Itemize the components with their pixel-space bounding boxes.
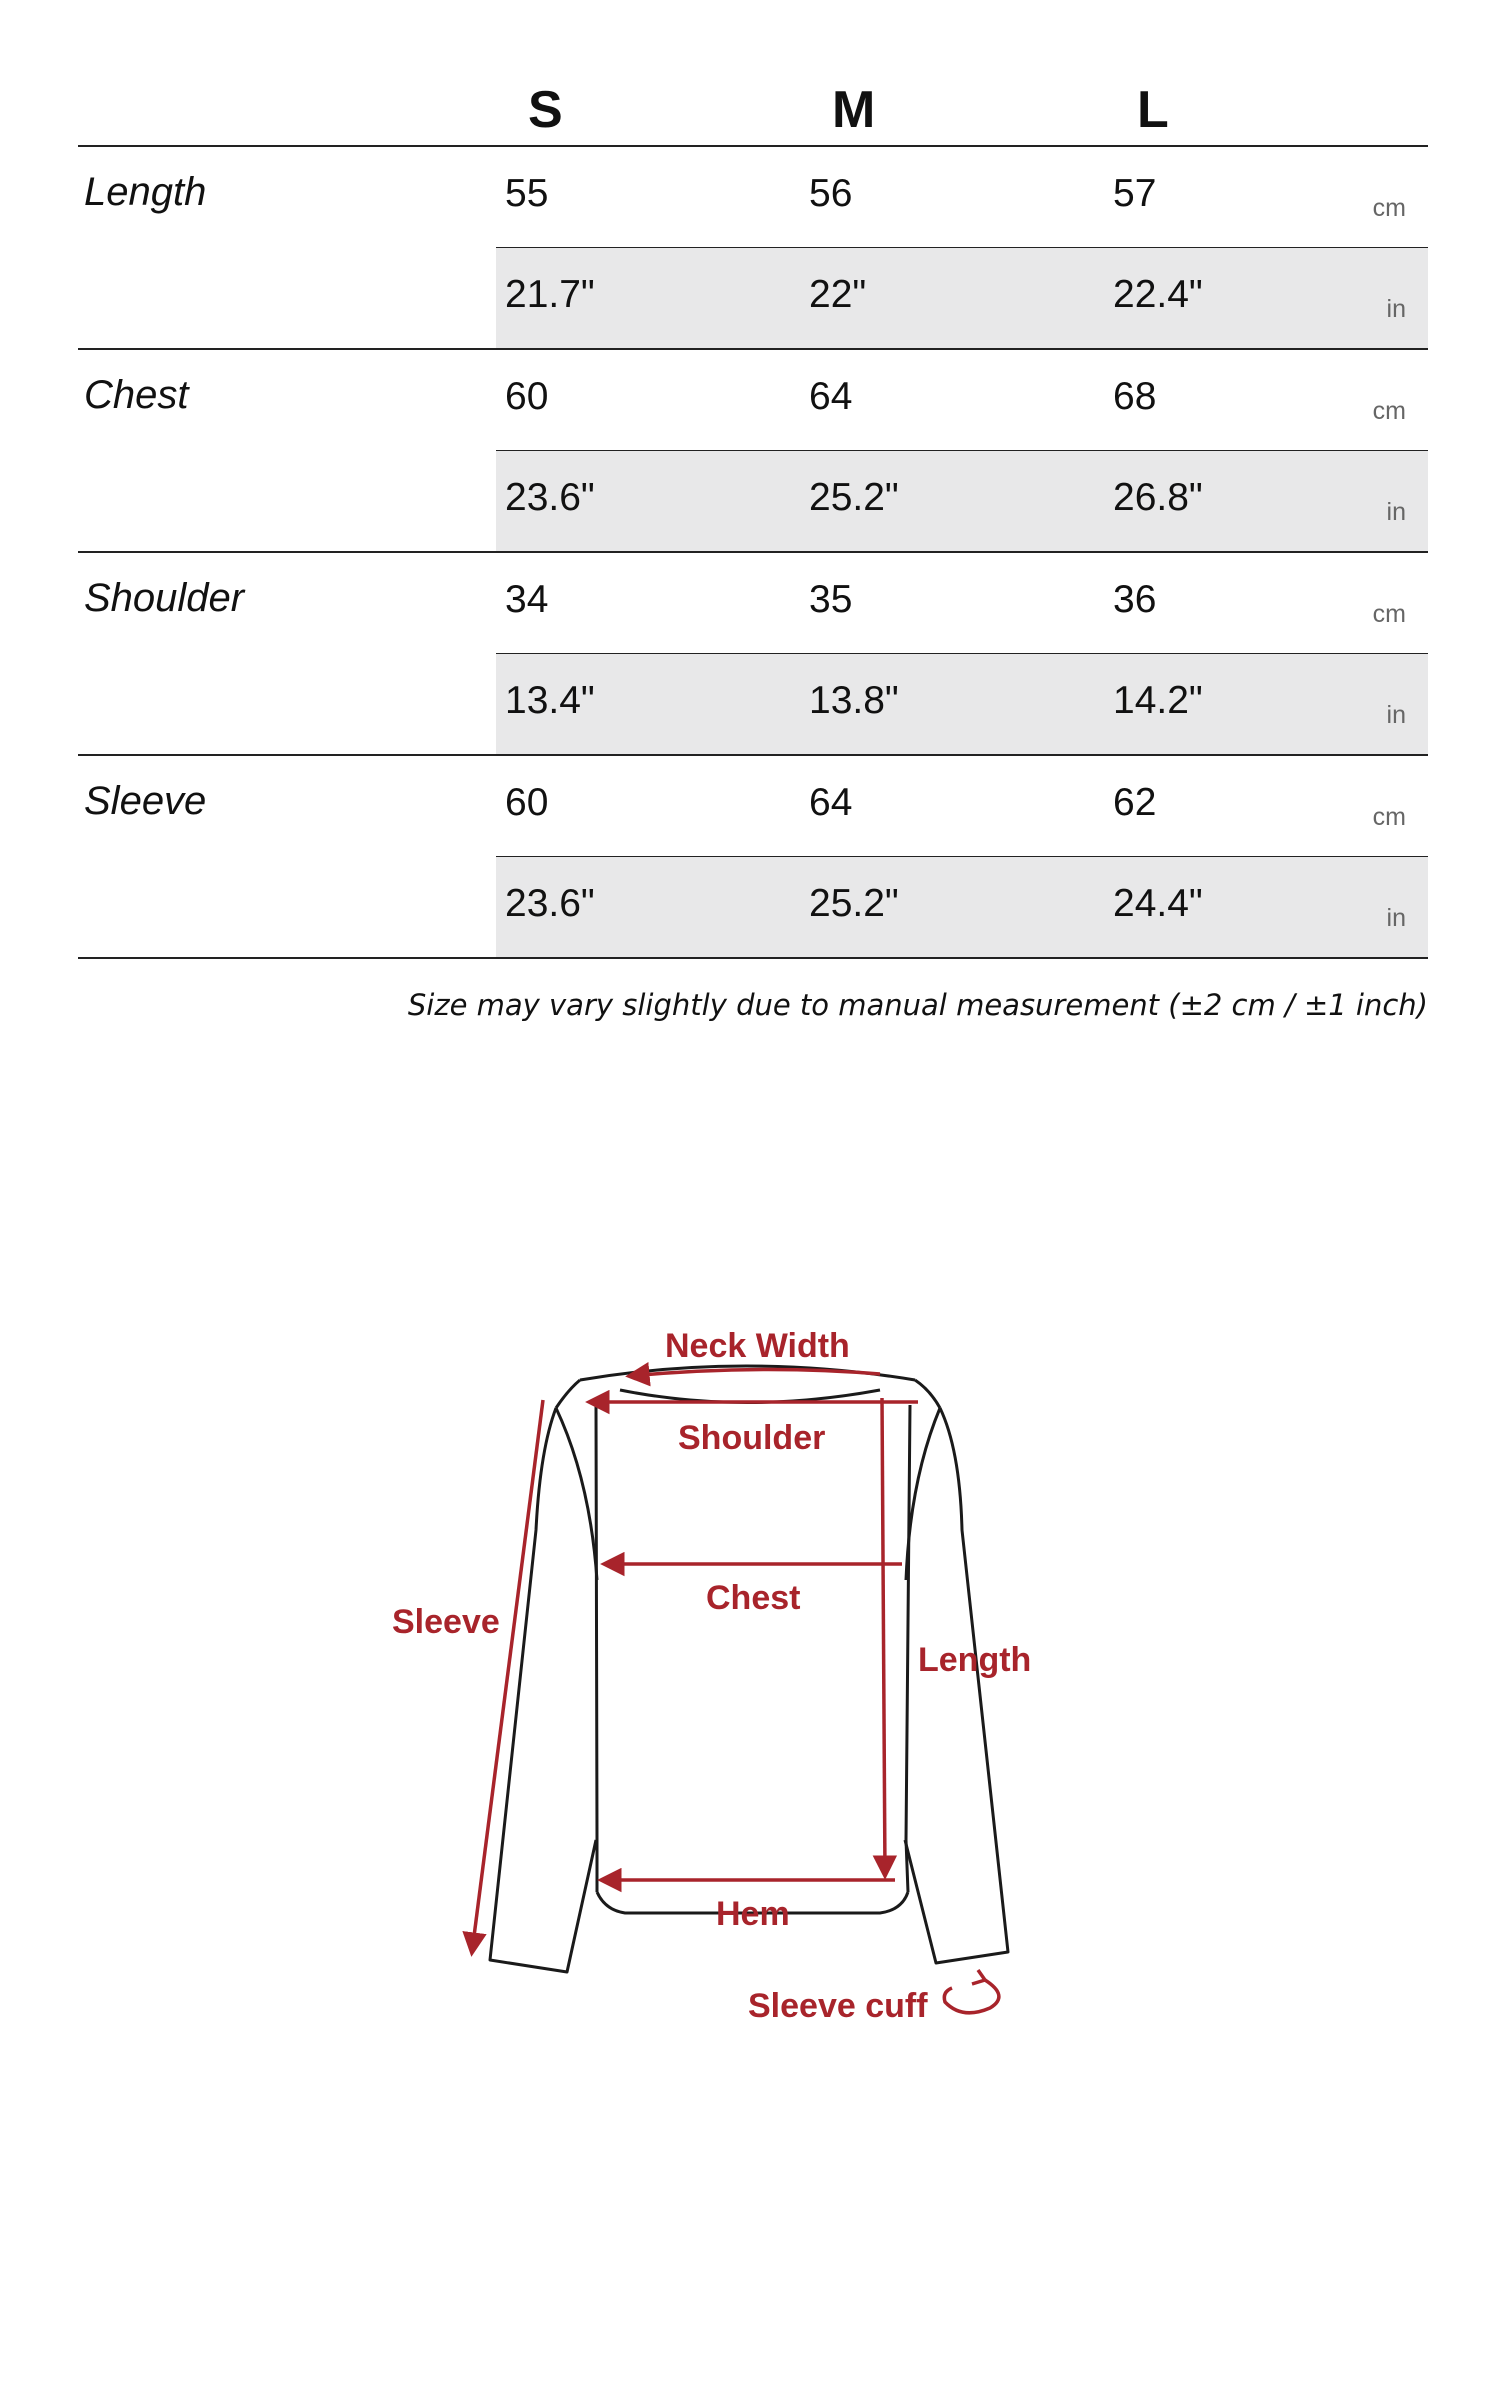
value-cell: 13.8" [809, 679, 899, 722]
measure-group-sleeve [78, 756, 1428, 959]
size-header-s: S [528, 81, 563, 139]
value-cell: 21.7" [505, 273, 595, 316]
size-table [78, 70, 1428, 959]
value-cell: 14.2" [1113, 679, 1203, 722]
unit-label-in: in [1386, 498, 1406, 526]
unit-label-cm: cm [1372, 803, 1406, 831]
value-cell: 34 [505, 578, 549, 621]
neck-width-label: Neck Width [665, 1327, 850, 1365]
sleeve-cuff-arrow [944, 1980, 999, 2013]
table-row-in [496, 451, 1428, 551]
value-cell: 56 [809, 172, 853, 215]
right-shoulder-line [915, 1380, 940, 1408]
measurement-note: Size may vary slightly due to manual measurement (±2 cm / ±1 inch) [407, 988, 1428, 1022]
left-armhole [556, 1408, 597, 1580]
sleeve-label: Sleeve [392, 1603, 500, 1641]
value-cell: 13.4" [505, 679, 595, 722]
sleeve-cuff-arrowhead [972, 1970, 985, 1984]
table-row-in [496, 248, 1428, 348]
value-cell: 64 [809, 375, 853, 418]
measure-group-length [78, 147, 1428, 350]
value-cell: 68 [1113, 375, 1157, 418]
table-row-cm [496, 553, 1428, 655]
table-row-cm [496, 756, 1428, 858]
value-cell: 25.2" [809, 882, 899, 925]
sleeve-arrow [472, 1400, 543, 1952]
value-cell: 23.6" [505, 882, 595, 925]
right-sleeve [905, 1408, 1008, 1963]
left-shoulder-line [556, 1380, 580, 1408]
size-header-l: L [1137, 81, 1169, 139]
value-cell: 55 [505, 172, 549, 215]
measurement-diagram [0, 1280, 1500, 2040]
sleeve-cuff-label: Sleeve cuff [748, 1987, 928, 2025]
value-cell: 24.4" [1113, 882, 1203, 925]
length-label: Length [918, 1641, 1032, 1679]
size-header-m: M [832, 81, 876, 139]
measure-label: Sleeve [84, 779, 207, 823]
value-cell: 60 [505, 781, 549, 824]
value-cell: 62 [1113, 781, 1157, 824]
unit-label-in: in [1386, 295, 1406, 323]
measure-label: Chest [84, 373, 189, 417]
unit-label-in: in [1386, 701, 1406, 729]
right-body-side [906, 1405, 910, 1892]
value-cell: 57 [1113, 172, 1157, 215]
value-cell: 60 [505, 375, 549, 418]
unit-label-in: in [1386, 904, 1406, 932]
table-row-cm [496, 350, 1428, 452]
table-row-cm [496, 147, 1428, 249]
hem-label: Hem [716, 1895, 790, 1933]
table-row-in [496, 654, 1428, 754]
table-row-in [496, 857, 1428, 957]
length-arrow [882, 1398, 885, 1875]
measure-group-shoulder [78, 553, 1428, 756]
measure-label: Shoulder [84, 576, 245, 620]
value-cell: 23.6" [505, 476, 595, 519]
value-cell: 26.8" [1113, 476, 1203, 519]
shoulder-label: Shoulder [678, 1419, 826, 1457]
value-cell: 22.4" [1113, 273, 1203, 316]
value-cell: 36 [1113, 578, 1157, 621]
value-cell: 64 [809, 781, 853, 824]
size-header-row [78, 70, 1428, 147]
unit-label-cm: cm [1372, 194, 1406, 222]
value-cell: 25.2" [809, 476, 899, 519]
measure-label: Length [84, 170, 207, 214]
value-cell: 35 [809, 578, 853, 621]
left-body-side [596, 1405, 597, 1892]
value-cell: 22" [809, 273, 867, 316]
unit-label-cm: cm [1372, 397, 1406, 425]
unit-label-cm: cm [1372, 600, 1406, 628]
chest-label: Chest [706, 1579, 801, 1617]
measure-group-chest [78, 350, 1428, 553]
